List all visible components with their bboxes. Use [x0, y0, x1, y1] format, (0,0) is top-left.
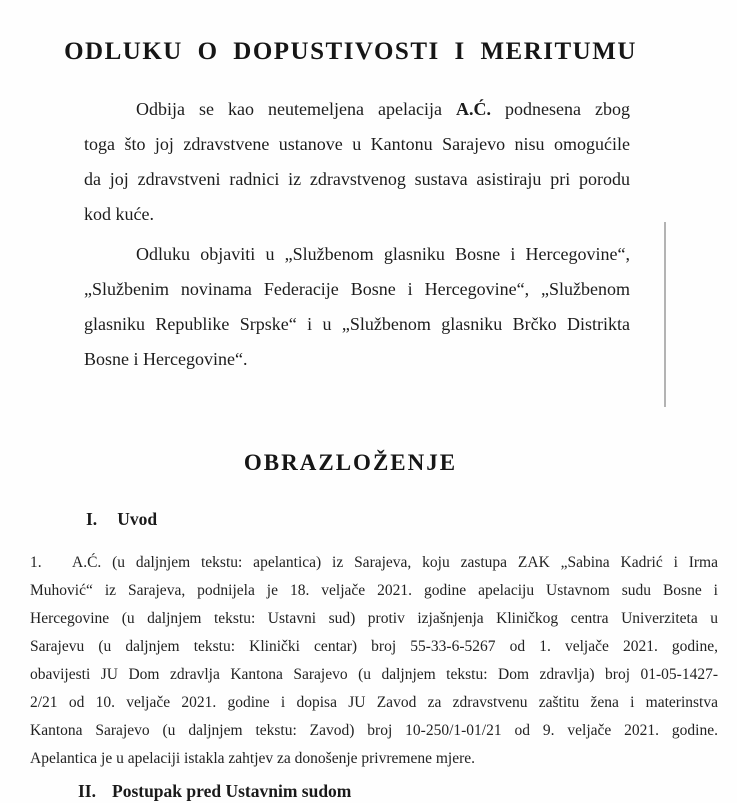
document-title: ODLUKU O DOPUSTIVOSTI I MERITUMU	[64, 38, 637, 65]
text-line: Muhović“ iz Sarajeva, podnijela je 18. veljače 2021. godine apelaciju Ustavnom sudu Bosne i	[30, 582, 718, 599]
operative-part	[84, 92, 630, 377]
revision-bar	[664, 222, 666, 407]
text-line: „Službenim novinama Federacije Bosne i Hercegovine“, „Službenom	[84, 279, 630, 299]
text-run: Odbija se kao neutemeljena apelacija	[136, 99, 456, 119]
section-heading-block	[0, 450, 701, 476]
paragraph-number: 1.	[30, 554, 42, 571]
subheading-uvod	[86, 506, 157, 532]
text-line: obavijesti JU Dom zdravlja Kantona Sarajevo (u daljnjem tekstu: Dom zdravlja) broj 01-05-1427-	[30, 666, 718, 683]
numbered-paragraph-1	[30, 549, 718, 773]
text-line: da joj zdravstveni radnici iz zdravstvenog sustava asistiraju pri porodu	[84, 169, 630, 189]
operative-paragraph-2	[84, 237, 630, 377]
text-line: Sarajevu (u daljnjem tekstu: Klinički centar) broj 55-33-6-5267 od 1. veljače 2021. godine,	[30, 638, 718, 655]
subheading-postupak	[78, 778, 351, 803]
subheading-label: Uvod	[117, 509, 158, 529]
text-run: A.Ć. (u daljnjem tekstu: apelantica) iz Sarajeva, koju zastupa ZAK „Sabina Kadrić i Irma	[72, 554, 718, 571]
subheading-number: II.	[78, 781, 96, 801]
text-line: Odluku objaviti u „Službenom glasniku Bosne i Hercegovine“,	[136, 244, 630, 264]
appellant-initials: A.Ć.	[456, 99, 491, 119]
subheading-number: I.	[86, 509, 98, 529]
text-line: kod kuće.	[84, 204, 154, 224]
text-line: Bosne i Hercegovine“.	[84, 349, 248, 369]
operative-paragraph-1	[84, 92, 630, 232]
text-line	[30, 549, 718, 577]
text-line: Hercegovine (u daljnjem tekstu: Ustavni sud) protiv izjašnjenja Kliničkog centra Univerziteta u	[30, 610, 718, 627]
text-line: toga što joj zdravstvene ustanove u Kantonu Sarajevo nisu omogućile	[84, 134, 630, 154]
text-line: Apelantica je u apelaciji istakla zahtjev za donošenje privremene mjere.	[30, 750, 475, 767]
text-line: glasniku Republike Srpske“ i u „Službenom glasniku Brčko Distrikta	[84, 314, 630, 334]
text-run: podnesena zbog	[491, 99, 631, 119]
subheading-label: Postupak pred Ustavnim sudom	[112, 781, 352, 801]
text-line: Kantona Sarajevo (u daljnjem tekstu: Zavod) broj 10-250/1-01/21 od 9. veljače 2021. godine.	[30, 722, 718, 739]
text-line: 2/21 od 10. veljače 2021. godine i dopisa JU Zavod za zdravstvenu zaštitu žena i materinstva	[30, 694, 718, 711]
text-line	[84, 92, 630, 127]
section-heading: OBRAZLOŽENJE	[243, 450, 458, 475]
title-block	[0, 38, 701, 66]
